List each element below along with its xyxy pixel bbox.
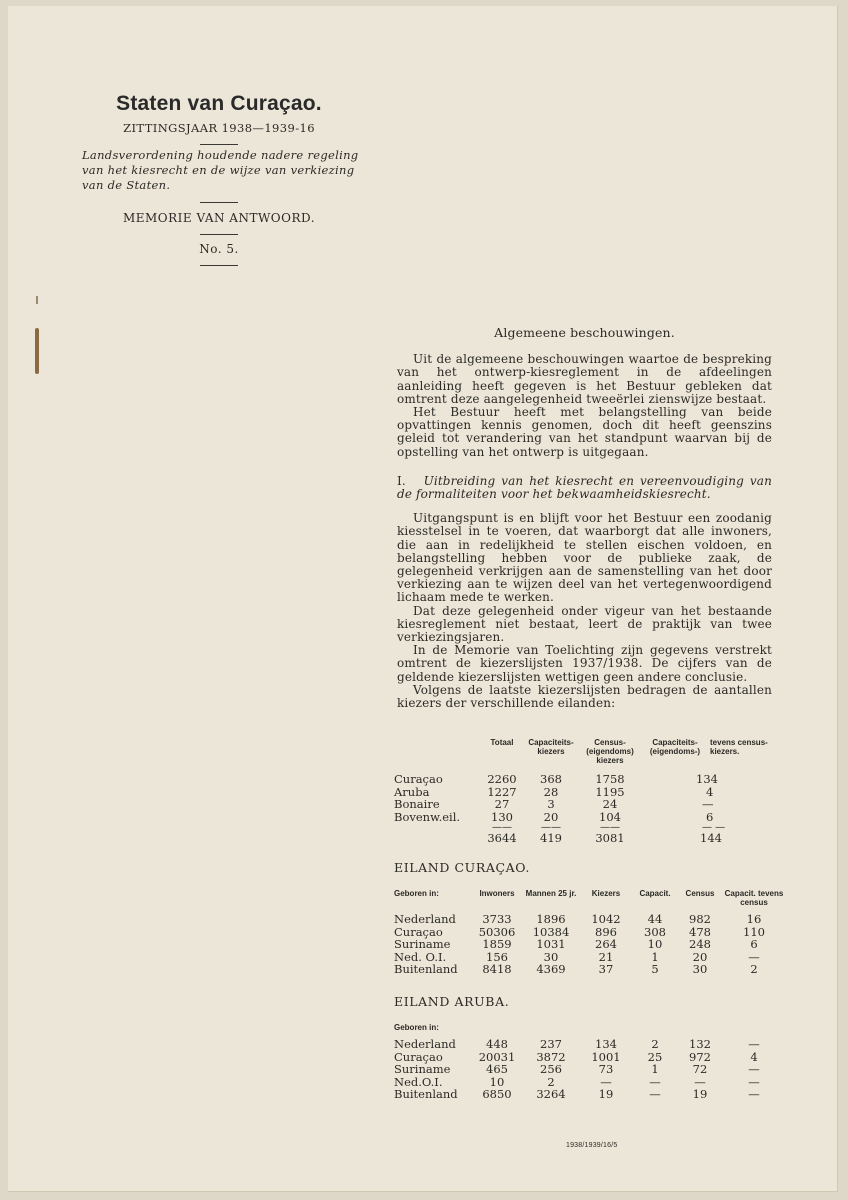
divider (200, 202, 238, 203)
column-header (394, 738, 482, 765)
cell: — (649, 1074, 661, 1089)
cell: 1 (651, 1062, 659, 1076)
cell: — (748, 1037, 760, 1051)
column-header: Census (685, 889, 715, 898)
paragraph: Het Bestuur heeft met belangstelling van beide opvattingen kennis genomen, doch dit heeft geenszins geleid tot verandering van het standpunt waarvan bij de opstelling van het ontwerp is uitgegaan. (397, 405, 772, 459)
cell: 3733 (482, 912, 512, 926)
cell: 4369 (536, 962, 566, 976)
row-label: Curaçao (394, 772, 443, 786)
cell: 156 (486, 949, 508, 964)
table-row (394, 1038, 786, 1051)
document-header (78, 92, 360, 266)
cell: 1031 (536, 937, 566, 951)
cell: 144 (700, 831, 722, 845)
row-label: Aruba (394, 784, 430, 799)
table-row (394, 926, 786, 939)
row-label: Suriname (394, 937, 451, 951)
column-header: Capacit. tevens census (724, 889, 784, 907)
cell: 248 (689, 937, 711, 951)
cell: 368 (540, 772, 562, 786)
cell: 50306 (478, 924, 516, 939)
rule-mark: — — (702, 822, 726, 833)
divider (200, 144, 238, 145)
column-header: tevens census-kiezers. (710, 738, 768, 756)
divider (200, 265, 238, 266)
cell: 37 (598, 962, 614, 976)
cell: 1859 (482, 937, 512, 951)
row-label: Bovenw.eil. (394, 809, 461, 824)
column-header: Geboren in: (394, 889, 439, 898)
table-row (394, 798, 786, 811)
cell: 1195 (595, 784, 625, 799)
subject-description: Landsverordening houdende nadere regeling van het kiesrecht en de wijze van verkiezing van de Staten. (82, 148, 359, 192)
sum-rule-row (394, 823, 786, 832)
section-heading: EILAND ARUBA. (394, 994, 510, 1009)
column-header: Capaciteits-kiezers (528, 738, 574, 756)
page-title: Staten van Curaçao. (116, 92, 322, 115)
table-row (394, 1063, 786, 1076)
row-label: Ned. O.I. (394, 949, 447, 964)
cell: 982 (689, 912, 711, 926)
table-header-row (394, 889, 786, 907)
cell: 264 (595, 937, 617, 951)
cell: — (649, 1087, 661, 1101)
table-row (394, 786, 786, 799)
cell: 3 (547, 797, 555, 811)
table-header-row (394, 1023, 786, 1032)
cell: 21 (598, 949, 614, 964)
cell: 72 (692, 1062, 708, 1076)
column-header: Totaal (490, 738, 514, 747)
paragraph: Dat deze gelegenheid onder vigeur van het bestaande kiesreglement niet bestaat, leert de praktijk van twee verkiezingsjaren. (397, 603, 772, 645)
column-header: Kiezers (591, 889, 621, 898)
cell: 27 (494, 797, 510, 811)
cell: 308 (644, 924, 666, 939)
item-heading (397, 475, 772, 501)
aruba-table (394, 994, 786, 1101)
cell: 20 (692, 949, 708, 964)
cell: 19 (692, 1087, 708, 1101)
cell: 8418 (482, 962, 512, 976)
table-row (394, 913, 786, 926)
cell: 6 (706, 809, 714, 824)
cell: — (702, 797, 714, 811)
row-label: Suriname (394, 1062, 451, 1076)
cell: 2260 (487, 772, 517, 786)
cell: 2 (750, 962, 758, 976)
cell: 25 (647, 1049, 663, 1064)
cell: 30 (692, 962, 708, 976)
cell: 20031 (478, 1049, 516, 1064)
column-header: Inwoners (479, 889, 515, 898)
cell: 2 (547, 1074, 555, 1089)
item-number: I. (397, 473, 406, 488)
cell: 104 (599, 809, 621, 824)
divider (200, 234, 238, 235)
cell: 3872 (536, 1049, 566, 1064)
cell: 134 (595, 1037, 617, 1051)
cell: 5 (651, 962, 659, 976)
row-label: Ned.O.I. (394, 1074, 443, 1089)
table-row (394, 1088, 786, 1101)
cell: 28 (543, 784, 559, 799)
row-label: Bonaire (394, 797, 440, 811)
row-label: Nederland (394, 1037, 456, 1051)
column-header: Geboren in: (394, 1023, 439, 1032)
section-heading: Algemeene beschouwingen. (494, 325, 675, 340)
column-header: Census-(eigendoms) kiezers (586, 738, 634, 765)
table-row (394, 811, 786, 824)
totals-row (394, 832, 786, 845)
cell: — (600, 1074, 612, 1089)
cell: 3081 (595, 831, 625, 845)
cell: 4 (706, 784, 714, 799)
paragraph: Uitgangspunt is en blijft voor het Bestuur een zoodanig kiesstelsel in te voeren, dat waarborgt dat alle inwoners, die aan in redelijkheid te stellen eischen voldoen, en belangstelling hebben voor de publieke zaak, de gelegenheid verkrijgen aan de samenstelling van het door verkiezing aan te wijzen deel van het vertegenwoordigend lichaam mede te werken. (397, 511, 772, 605)
cell: 134 (696, 772, 718, 786)
cell: 1042 (591, 912, 621, 926)
cell: 478 (689, 924, 711, 939)
row-label: Buitenland (394, 1087, 458, 1101)
cell: 3644 (487, 831, 517, 845)
cell: 44 (647, 912, 663, 926)
cell: 256 (540, 1062, 562, 1076)
document-number: No. 5. (199, 242, 239, 256)
staple-mark-small (36, 296, 38, 304)
cell: 3264 (536, 1087, 566, 1101)
cell: 4 (750, 1049, 758, 1064)
document-type: MEMORIE VAN ANTWOORD. (122, 211, 316, 225)
rule-mark: —— (600, 822, 620, 833)
cell: — (694, 1074, 706, 1089)
rule-mark: —— (541, 822, 561, 833)
paragraph: In de Memorie van Toelichting zijn gegevens verstrekt omtrent de kiezerslijsten 1937/1938. De cijfers van de geldende kiezerslijsten wettigen geen andere conclusie. (397, 643, 772, 684)
cell: 896 (595, 924, 617, 939)
table-row (394, 773, 786, 786)
cell: 110 (743, 924, 765, 939)
cell: 6 (750, 937, 758, 951)
paragraph: Volgens de laatste kiezerslijsten bedragen de aantallen kiezers der verschillende eilanden: (397, 682, 772, 711)
cell: 6850 (482, 1087, 512, 1101)
cell: 73 (598, 1062, 614, 1076)
cell: — (748, 949, 760, 964)
document-code: 1938/1939/16/5 (566, 1142, 618, 1149)
cell: 10 (647, 937, 663, 951)
column-header: Mannen 25 jr. (525, 889, 577, 898)
cell: — (748, 1062, 760, 1076)
cell: 1758 (595, 772, 625, 786)
table-row (394, 938, 786, 951)
cell: 465 (486, 1062, 508, 1076)
cell: 1001 (591, 1049, 621, 1064)
table-row (394, 963, 786, 976)
cell: 30 (543, 949, 559, 964)
row-label: Buitenland (394, 962, 458, 976)
table-row (394, 1051, 786, 1064)
column-header: Capacit. (639, 889, 671, 898)
cell: 972 (689, 1049, 711, 1064)
cell: 237 (540, 1037, 562, 1051)
column-header: Capaciteits- (eigendoms-) (649, 738, 701, 756)
staple-mark (35, 328, 39, 374)
section-heading: EILAND CURAÇAO. (394, 860, 530, 875)
row-label: Curaçao (394, 924, 443, 939)
cell: 1227 (487, 784, 517, 799)
cell: — (748, 1074, 760, 1089)
cell: 132 (689, 1037, 711, 1051)
item-title: Uitbreiding van het kiesrecht en vereenvoudiging van de formaliteiten voor het bekwaamheidskiesrecht. (397, 473, 772, 502)
paragraph: Uit de algemeene beschouwingen waartoe de bespreking van het ontwerp-kiesreglement in de afdeelingen aanleiding heeft gegeven is het Bestuur gebleken dat omtrent deze aangelegenheid tweeërlei zienswijze bestaat. (397, 352, 772, 406)
session-year: ZITTINGSJAAR 1938—1939-16 (123, 121, 315, 135)
curacao-table (394, 860, 786, 976)
table-header-row (394, 738, 786, 765)
cell: 10384 (532, 924, 570, 939)
cell: 2 (651, 1037, 659, 1051)
cell: 19 (598, 1087, 614, 1101)
cell: 448 (486, 1037, 508, 1051)
cell: 130 (491, 809, 513, 824)
kiezers-table (394, 738, 786, 845)
cell: 24 (602, 797, 618, 811)
row-label: Curaçao (394, 1049, 443, 1064)
cell: 1896 (536, 912, 566, 926)
cell: — (748, 1087, 760, 1101)
cell: 16 (746, 912, 762, 926)
body-text (397, 326, 772, 710)
cell: 419 (540, 831, 562, 845)
rule-mark: —— (492, 822, 512, 833)
cell: 1 (651, 949, 659, 964)
cell: 20 (543, 809, 559, 824)
cell: 10 (489, 1074, 505, 1089)
row-label: Nederland (394, 912, 456, 926)
